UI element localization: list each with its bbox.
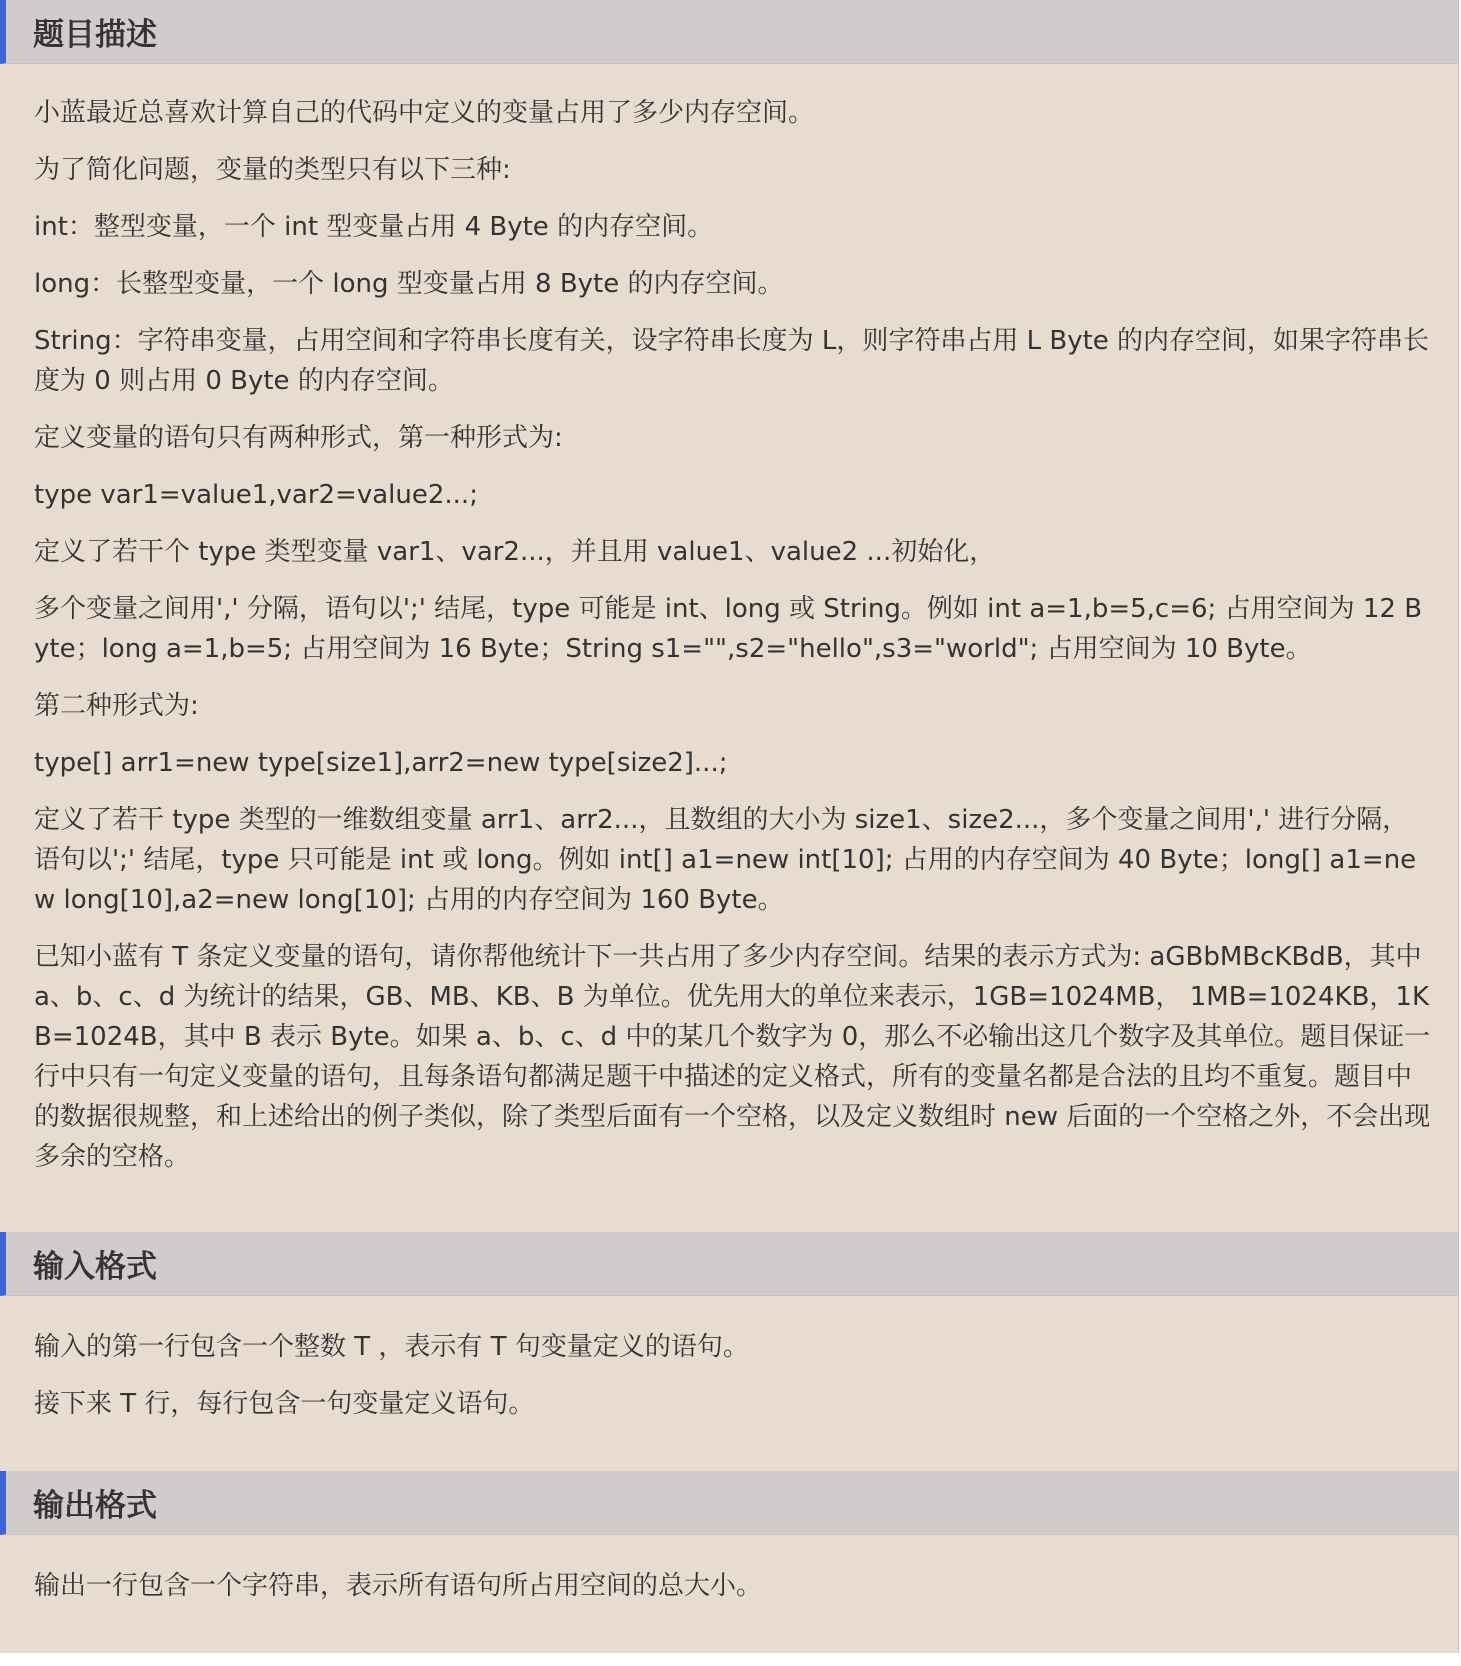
output-paragraph: 输出一行包含一个字符串，表示所有语句所占用空间的总大小。 bbox=[34, 1571, 763, 1601]
output-body bbox=[0, 1535, 1458, 1653]
description-paragraph: long：长整型变量，一个 long 型变量占用 8 Byte 的内存空间。 bbox=[34, 269, 784, 299]
description-paragraph: 已知小蓝有 T 条定义变量的语句，请你帮他统计下一共占用了多少内存空间。结果的表示方式为: aGBbMBcKBdB，其中 a、b、c、d 为统计的结果，GB、MB、KB、B 为单位。优先用大的单位来表示，1GB=1024MB， 1MB=1024KB，1KB=1024B，其中 B 表示 Byte。如果 a、b、c、d 中的某几个数字为 0，那么不必输出这几个数字及其单位。题目保证一行中只有一句定义变量的语句，且每条语句都满足题干中描述的定义格式，所有的变量名都是合法的且均不重复。题目中的数据很规整，和上述给出的例子类似，除了类型后面有一个空格，以及定义数组时 new 后面的一个空格之外，不会出现多余的空格。 bbox=[34, 942, 1431, 1172]
input-title: 输入格式 bbox=[33, 1249, 157, 1285]
input-body bbox=[0, 1296, 1458, 1471]
description-paragraph: String：字符串变量，占用空间和字符串长度有关，设字符串长度为 L，则字符串占用 L Byte 的内存空间，如果字符串长度为 0 则占用 0 Byte 的内存空间。 bbox=[34, 326, 1430, 396]
description-title: 题目描述 bbox=[33, 17, 157, 53]
description-paragraph: type var1=value1,var2=value2...; bbox=[34, 480, 478, 510]
output-title: 输出格式 bbox=[33, 1488, 157, 1524]
input-paragraph: 接下来 T 行，每行包含一句变量定义语句。 bbox=[34, 1389, 535, 1419]
output-header bbox=[0, 1471, 1458, 1535]
input-section bbox=[0, 1232, 1458, 1471]
description-paragraph: type[] arr1=new type[size1],arr2=new type[size2]...; bbox=[34, 748, 728, 778]
description-paragraph: 定义变量的语句只有两种形式，第一种形式为: bbox=[34, 423, 563, 453]
description-paragraph: 为了简化问题，变量的类型只有以下三种: bbox=[34, 155, 511, 185]
description-paragraph: 定义了若干个 type 类型变量 var1、var2...，并且用 value1、value2 ...初始化， bbox=[34, 537, 996, 567]
description-body bbox=[0, 64, 1458, 1232]
input-paragraph: 输入的第一行包含一个整数 T ，表示有 T 句变量定义的语句。 bbox=[34, 1332, 749, 1362]
description-paragraph: int：整型变量，一个 int 型变量占用 4 Byte 的内存空间。 bbox=[34, 212, 714, 242]
description-header bbox=[0, 0, 1458, 64]
output-section bbox=[0, 1471, 1458, 1653]
description-paragraph: 多个变量之间用',' 分隔，语句以';' 结尾，type 可能是 int、long 或 String。例如 int a=1,b=5,c=6; 占用空间为 12 Byte；long a=1,b=5; 占用空间为 16 Byte；String s1="",s2="hello",s3="world"; 占用空间为 10 Byte。 bbox=[34, 594, 1423, 664]
input-header bbox=[0, 1232, 1458, 1296]
description-paragraph: 第二种形式为: bbox=[34, 691, 199, 721]
description-paragraph: 小蓝最近总喜欢计算自己的代码中定义的变量占用了多少内存空间。 bbox=[34, 98, 815, 128]
description-paragraph: 定义了若干 type 类型的一维数组变量 arr1、arr2...，且数组的大小为 size1、size2...，多个变量之间用',' 进行分隔，语句以';' 结尾，type 只可能是 int 或 long。例如 int[] a1=new int[10]; 占用的内存空间为 40 Byte；long[] a1=new long[10],a2=new long[10]; 占用的内存空间为 160 Byte。 bbox=[34, 805, 1417, 915]
